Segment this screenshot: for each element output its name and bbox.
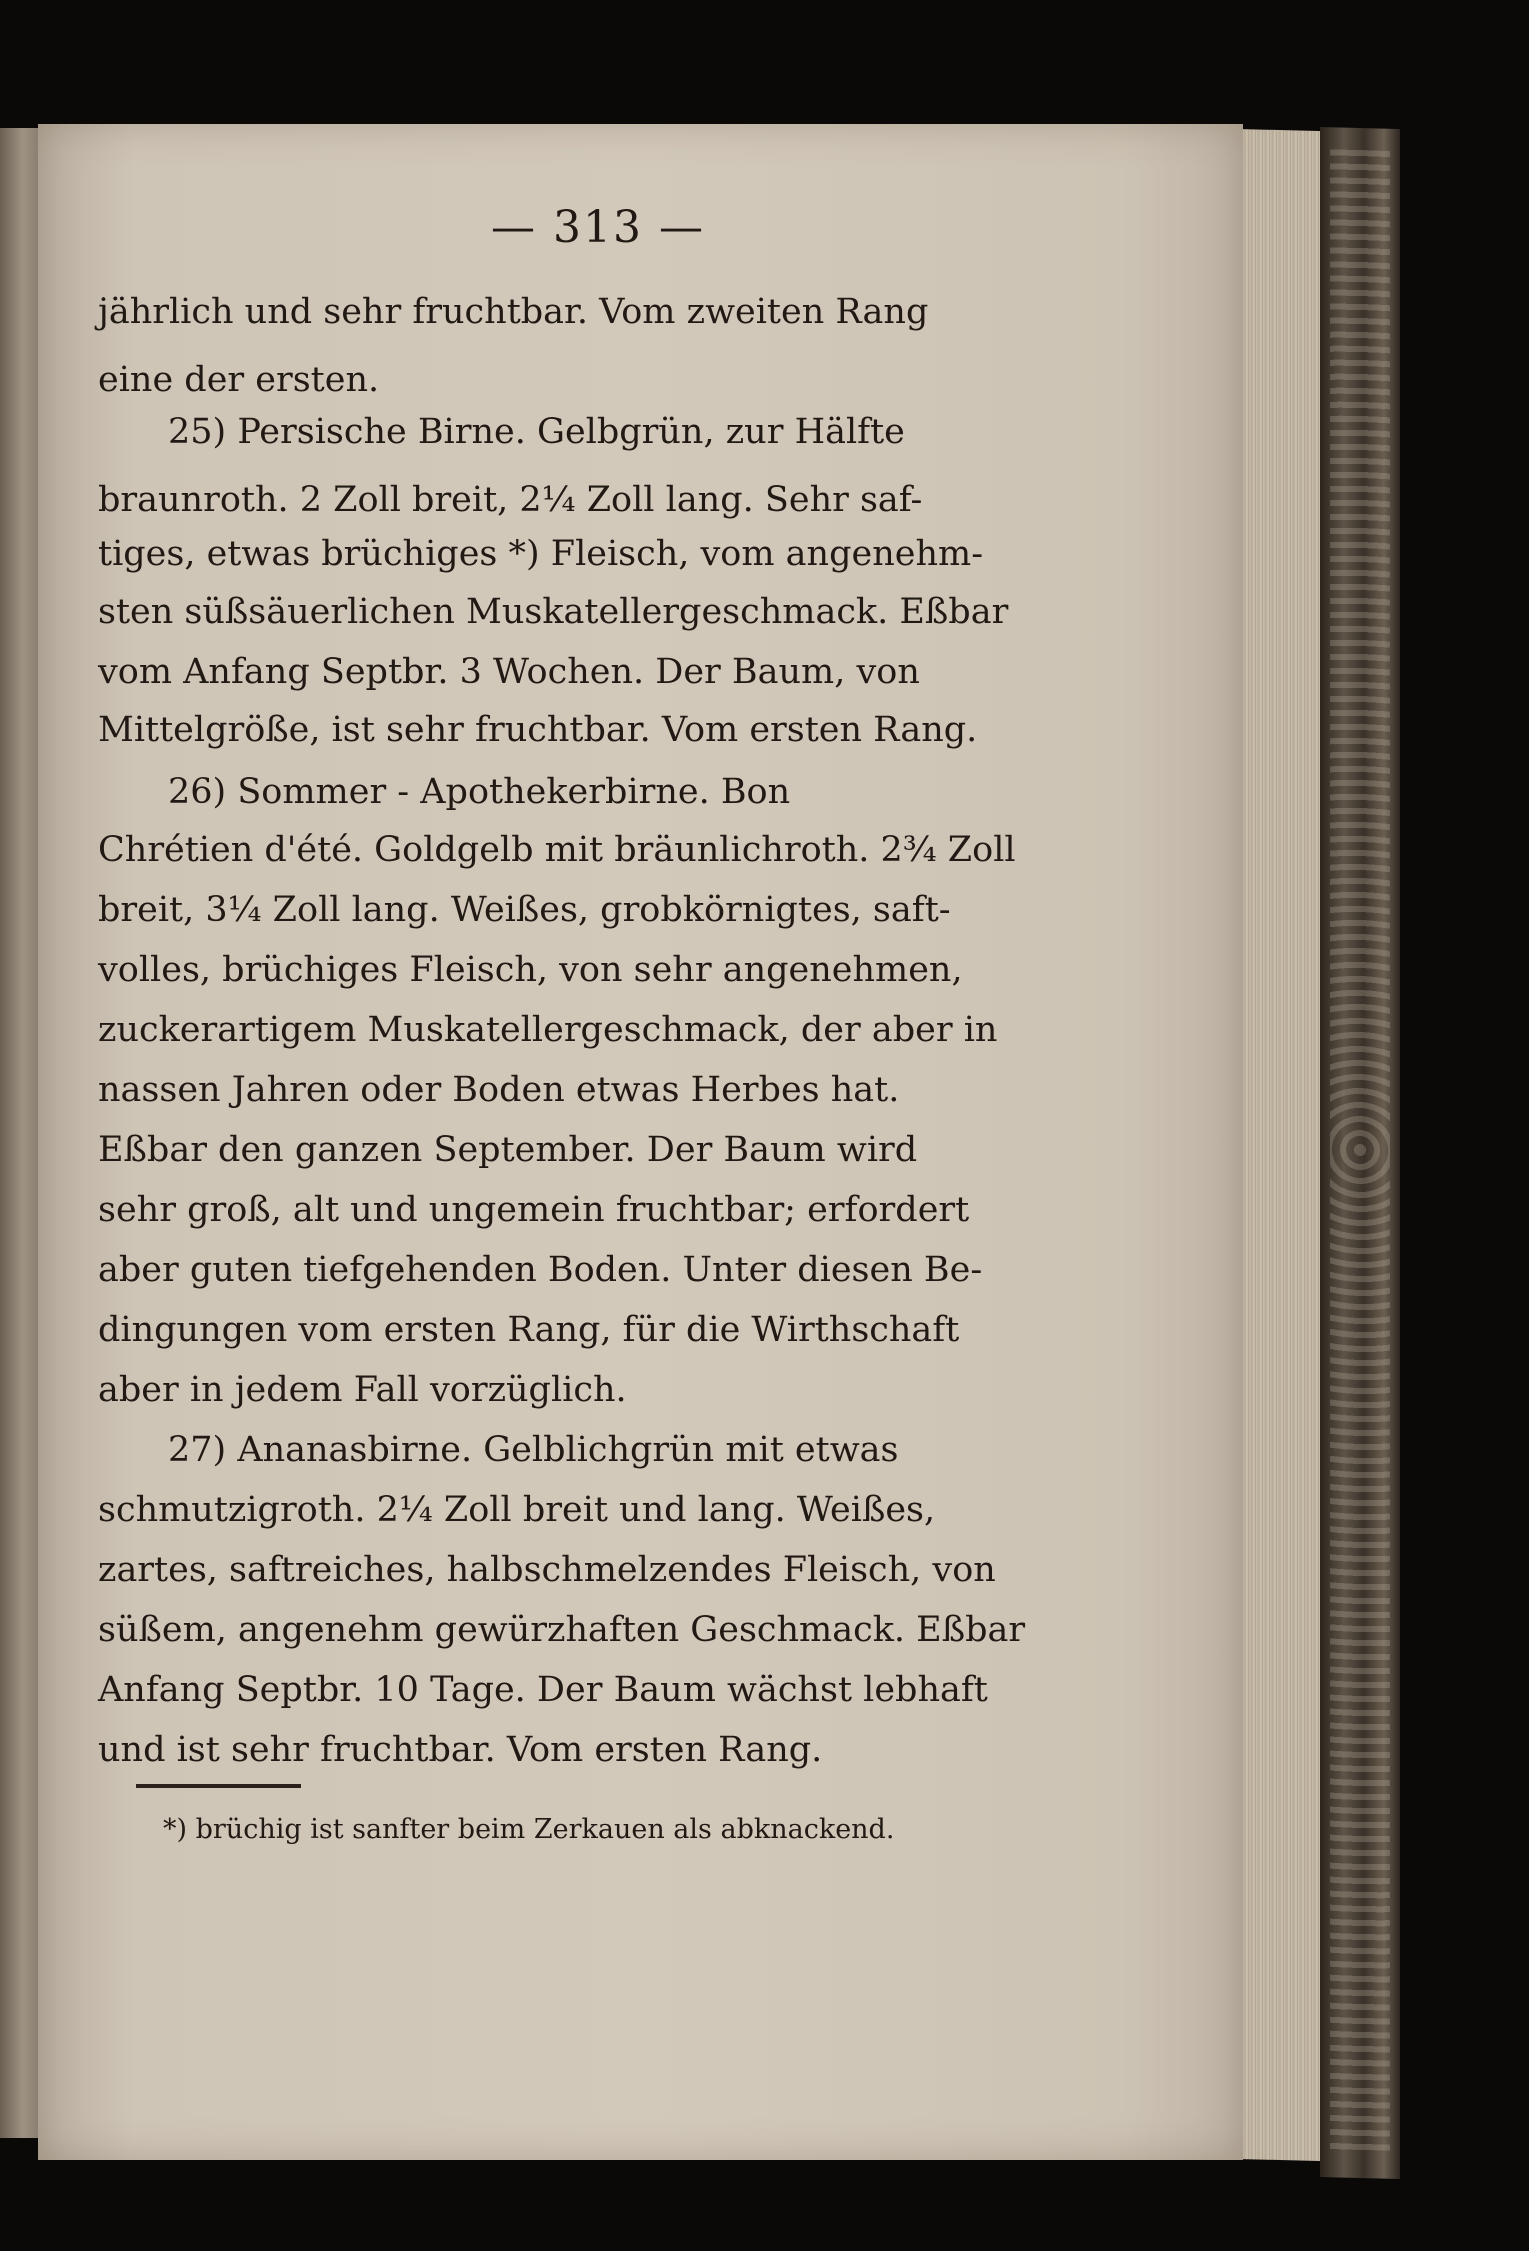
text-line-5: tiges, etwas brüchiges *) Fleisch, vom angenehm- (98, 534, 984, 574)
text-line-8: Mittelgröße, ist sehr fruchtbar. Vom ersten Rang. (98, 710, 978, 750)
text-line-3: 25) Persische Birne. Gelbgrün, zur Hälfte (168, 412, 905, 452)
footnote-rule (136, 1784, 301, 1788)
text-line-14: nassen Jahren oder Boden etwas Herbes hat. (98, 1070, 900, 1110)
text-line-6: sten süßsäuerlichen Muskatellergeschmack. Eßbar (98, 592, 1009, 632)
text-line-7: vom Anfang Septbr. 3 Wochen. Der Baum, von (98, 652, 920, 692)
text-line-12: volles, brüchiges Fleisch, von sehr angenehmen, (98, 950, 963, 990)
text-line-4: braunroth. 2 Zoll breit, 2¼ Zoll lang. Sehr saf- (98, 480, 923, 520)
text-line-18: dingungen vom ersten Rang, für die Wirthschaft (98, 1310, 960, 1350)
text-line-20: 27) Ananasbirne. Gelblichgrün mit etwas (168, 1430, 899, 1470)
text-line-25: und ist sehr fruchtbar. Vom ersten Rang. (98, 1730, 823, 1770)
text-line-2: eine der ersten. (98, 360, 380, 400)
text-line-11: breit, 3¼ Zoll lang. Weißes, grobkörnigtes, saft- (98, 890, 951, 930)
page-text (38, 124, 1243, 2160)
text-line-19: aber in jedem Fall vorzüglich. (98, 1370, 627, 1410)
text-line-9: 26) Sommer - Apothekerbirne. Bon (168, 772, 791, 812)
text-line-24: Anfang Septbr. 10 Tage. Der Baum wächst lebhaft (98, 1670, 988, 1710)
text-line-23: süßem, angenehm gewürzhaften Geschmack. Eßbar (98, 1610, 1026, 1650)
text-line-17: aber guten tiefgehenden Boden. Unter diesen Be- (98, 1250, 983, 1290)
page-number: — 313 — (491, 202, 705, 253)
book-page (38, 124, 1243, 2160)
text-line-15: Eßbar den ganzen September. Der Baum wird (98, 1130, 918, 1170)
text-line-10: Chrétien d'été. Goldgelb mit bräunlichroth. 2¾ Zoll (98, 830, 1016, 870)
page-edges (1228, 129, 1328, 2162)
text-line-21: schmutzigroth. 2¼ Zoll breit und lang. Weißes, (98, 1490, 936, 1530)
text-line-1: jährlich und sehr fruchtbar. Vom zweiten Rang (98, 292, 929, 332)
left-facing-page (0, 128, 38, 2138)
text-line-16: sehr groß, alt und ungemein fruchtbar; erfordert (98, 1190, 970, 1230)
text-line-13: zuckerartigem Muskatellergeschmack, der aber in (98, 1010, 998, 1050)
footnote: *) brüchig ist sanfter beim Zerkauen als abknackend. (163, 1814, 895, 1845)
text-line-22: zartes, saftreiches, halbschmelzendes Fleisch, von (98, 1550, 996, 1590)
cover-pattern (1330, 149, 1390, 2151)
